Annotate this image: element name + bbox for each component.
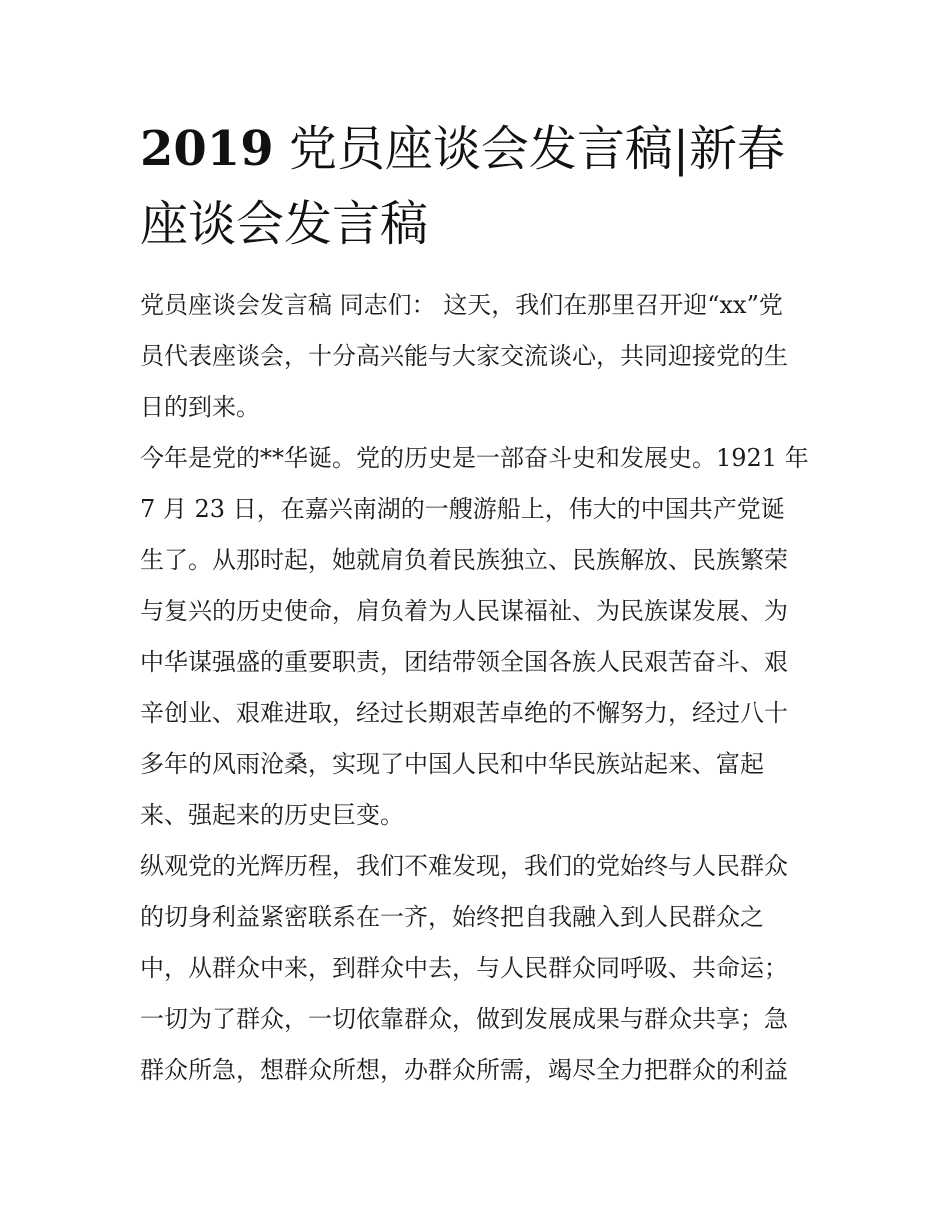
- title-line-1: [140, 112, 830, 187]
- text-line: 的切身利益紧密联系在一齐，始终把自我融入到人民群众之: [140, 903, 764, 931]
- text-line: 来、强起来的历史巨变。: [140, 801, 404, 829]
- document-body: [140, 280, 820, 1096]
- text-line: 党员座谈会发言稿 同志们： 这天，我们在那里召开迎“xx”党: [140, 291, 783, 319]
- title-line-2: 座谈会发言稿: [140, 196, 429, 252]
- text-line: 7 月 23 日，在嘉兴南湖的一艘游船上，伟大的中国共产党诞: [140, 495, 785, 523]
- text-line: 纵观党的光辉历程，我们不难发现，我们的党始终与人民群众: [140, 852, 788, 880]
- text-line: 生了。从那时起，她就肩负着民族独立、民族解放、民族繁荣: [140, 546, 788, 574]
- text-line: 员代表座谈会，十分高兴能与大家交流谈心，共同迎接党的生: [140, 342, 788, 370]
- title-line-1-text: 党员座谈会发言稿|新春: [273, 121, 786, 177]
- paragraph: [140, 280, 820, 433]
- text-line: 一切为了群众，一切依靠群众，做到发展成果与群众共享；急: [140, 1005, 788, 1033]
- text-line: 辛创业、艰难进取，经过长期艰苦卓绝的不懈努力，经过八十: [140, 699, 788, 727]
- text-line: 群众所急，想群众所想，办群众所需，竭尽全力把群众的利益: [140, 1056, 788, 1084]
- text-line: 今年是党的**华诞。党的历史是一部奋斗史和发展史。1921 年: [140, 444, 809, 472]
- document-title: [140, 112, 830, 262]
- text-line: 日的到来。: [140, 393, 260, 421]
- text-line: 多年的风雨沧桑，实现了中国人民和中华民族站起来、富起: [140, 750, 764, 778]
- paragraph: [140, 841, 820, 1096]
- paragraph: [140, 433, 820, 841]
- text-line: 中，从群众中来，到群众中去，与人民群众同呼吸、共命运；: [140, 954, 788, 982]
- title-year: 2019: [140, 121, 274, 177]
- text-line: 与复兴的历史使命，肩负着为人民谋福祉、为民族谋发展、为: [140, 597, 788, 625]
- text-line: 中华谋强盛的重要职责，团结带领全国各族人民艰苦奋斗、艰: [140, 648, 788, 676]
